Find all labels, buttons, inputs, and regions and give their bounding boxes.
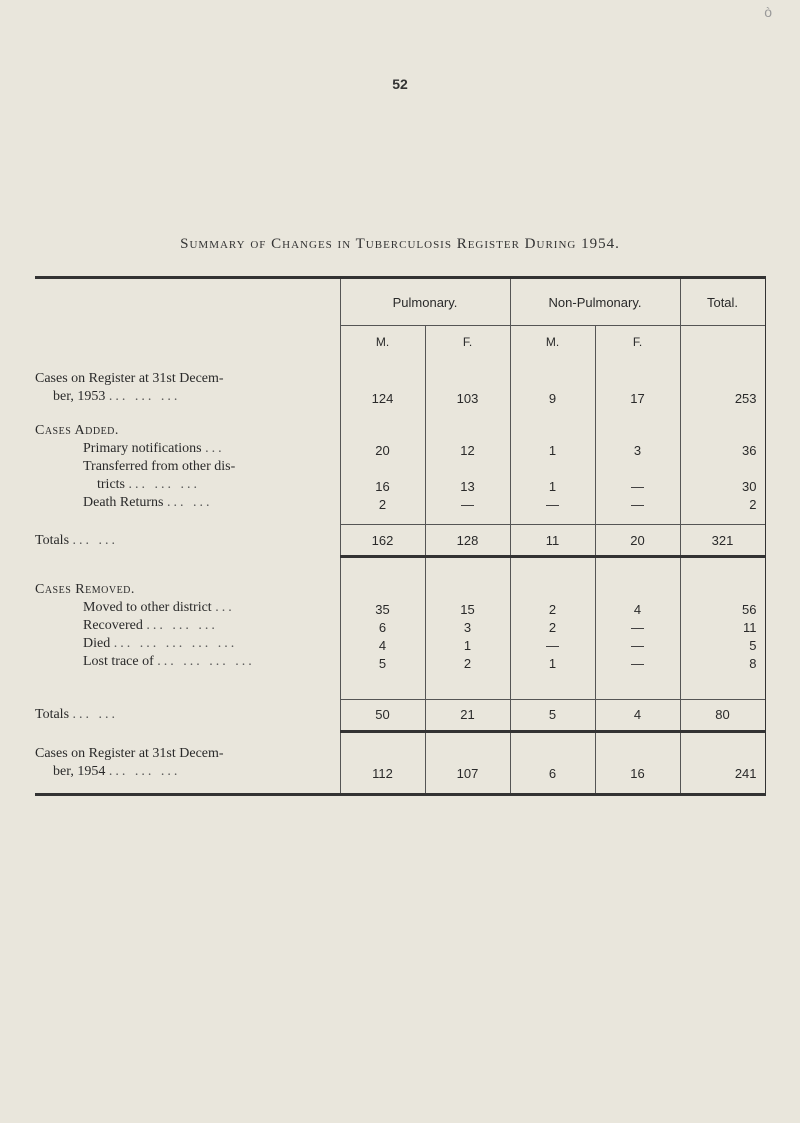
cell: 241 xyxy=(680,745,765,781)
table-row xyxy=(35,370,765,406)
cell: 6 xyxy=(340,617,425,635)
cell: 6 xyxy=(510,745,595,781)
cell: — xyxy=(595,617,680,635)
cell: 4 xyxy=(595,599,680,617)
subheader-non-pulmonary-f: F. xyxy=(595,326,680,359)
cell: 4 xyxy=(340,635,425,653)
cell: 128 xyxy=(425,525,510,557)
cell: — xyxy=(595,494,680,512)
subheader-pulmonary-f: F. xyxy=(425,326,510,359)
subheader-non-pulmonary-m: M. xyxy=(510,326,595,359)
cell: 162 xyxy=(340,525,425,557)
cell: 20 xyxy=(595,525,680,557)
cell: 21 xyxy=(425,699,510,731)
totals-label: Totals ... ... xyxy=(35,532,119,548)
row-label: Lost trace of ... ... ... ... xyxy=(83,653,255,669)
table-row xyxy=(35,599,765,617)
cell: 16 xyxy=(340,458,425,494)
cell: — xyxy=(595,635,680,653)
table-row xyxy=(35,653,765,671)
table-row xyxy=(35,745,765,781)
cell: 5 xyxy=(680,635,765,653)
cell: 30 xyxy=(680,458,765,494)
cell: 20 xyxy=(340,440,425,458)
cell: 9 xyxy=(510,370,595,406)
header-blank xyxy=(35,278,340,326)
cell: 253 xyxy=(680,370,765,406)
cell: 321 xyxy=(680,525,765,557)
cell: — xyxy=(510,494,595,512)
row-label: Transferred from other dis- tricts ... ... ... xyxy=(83,459,236,492)
cell: 4 xyxy=(595,699,680,731)
subheader-pulmonary-m: M. xyxy=(340,326,425,359)
section-heading: Cases Added. xyxy=(35,423,119,438)
cell: 5 xyxy=(510,699,595,731)
table-row xyxy=(35,635,765,653)
cell: 80 xyxy=(680,699,765,731)
cell: 5 xyxy=(340,653,425,671)
cell: 11 xyxy=(680,617,765,635)
cell: 1 xyxy=(425,635,510,653)
cell: 15 xyxy=(425,599,510,617)
cell: 107 xyxy=(425,745,510,781)
cell: 2 xyxy=(425,653,510,671)
cell: 11 xyxy=(510,525,595,557)
totals-label: Totals ... ... xyxy=(35,707,119,722)
cell: 2 xyxy=(510,617,595,635)
cell: 50 xyxy=(340,699,425,731)
corner-mark: ò xyxy=(764,4,772,20)
header-non-pulmonary: Non-Pulmonary. xyxy=(510,278,680,326)
cell: — xyxy=(425,494,510,512)
row-label: Moved to other district ... xyxy=(83,599,235,615)
table-title: Summary of Changes in Tuberculosis Register During 1954. xyxy=(180,236,620,252)
cell: 112 xyxy=(340,745,425,781)
subheader-total-blank xyxy=(680,326,765,359)
cell: 56 xyxy=(680,599,765,617)
subheader-blank xyxy=(35,326,340,359)
cell: 3 xyxy=(595,440,680,458)
cell: 12 xyxy=(425,440,510,458)
page-number: 52 xyxy=(392,76,408,92)
header-total: Total. xyxy=(680,278,765,326)
row-label: Recovered ... ... ... xyxy=(83,617,218,633)
row-label: Cases on Register at 31st Decem- ber, 1953 ... ... ... xyxy=(35,371,224,404)
row-label: Primary notifications ... xyxy=(83,441,225,456)
section-heading-row xyxy=(35,406,765,440)
cell: 1 xyxy=(510,653,595,671)
cell: 3 xyxy=(425,617,510,635)
table-row xyxy=(35,440,765,458)
cell: 36 xyxy=(680,440,765,458)
table-row xyxy=(35,617,765,635)
cell: 13 xyxy=(425,458,510,494)
cell: 8 xyxy=(680,653,765,671)
row-label: Died ... ... ... ... ... xyxy=(83,635,238,651)
cell: 1 xyxy=(510,458,595,494)
cell: 2 xyxy=(340,494,425,512)
cell: 124 xyxy=(340,370,425,406)
section-heading: Cases Removed. xyxy=(35,581,135,597)
cell: 16 xyxy=(595,745,680,781)
cell: 1 xyxy=(510,440,595,458)
cell: 2 xyxy=(510,599,595,617)
row-label: Cases on Register at 31st Decem- ber, 1954 ... ... ... xyxy=(35,745,224,779)
cell: — xyxy=(595,653,680,671)
tuberculosis-register-table xyxy=(35,276,766,796)
section-heading-row xyxy=(35,557,765,599)
table-row xyxy=(35,458,765,494)
cell: — xyxy=(510,635,595,653)
cell: 35 xyxy=(340,599,425,617)
table-row xyxy=(35,494,765,512)
cell: 103 xyxy=(425,370,510,406)
cell: 2 xyxy=(680,494,765,512)
totals-row xyxy=(35,525,765,557)
row-label: Death Returns ... ... xyxy=(83,495,213,510)
header-pulmonary: Pulmonary. xyxy=(340,278,510,326)
totals-row xyxy=(35,699,765,731)
cell: — xyxy=(595,458,680,494)
cell: 17 xyxy=(595,370,680,406)
